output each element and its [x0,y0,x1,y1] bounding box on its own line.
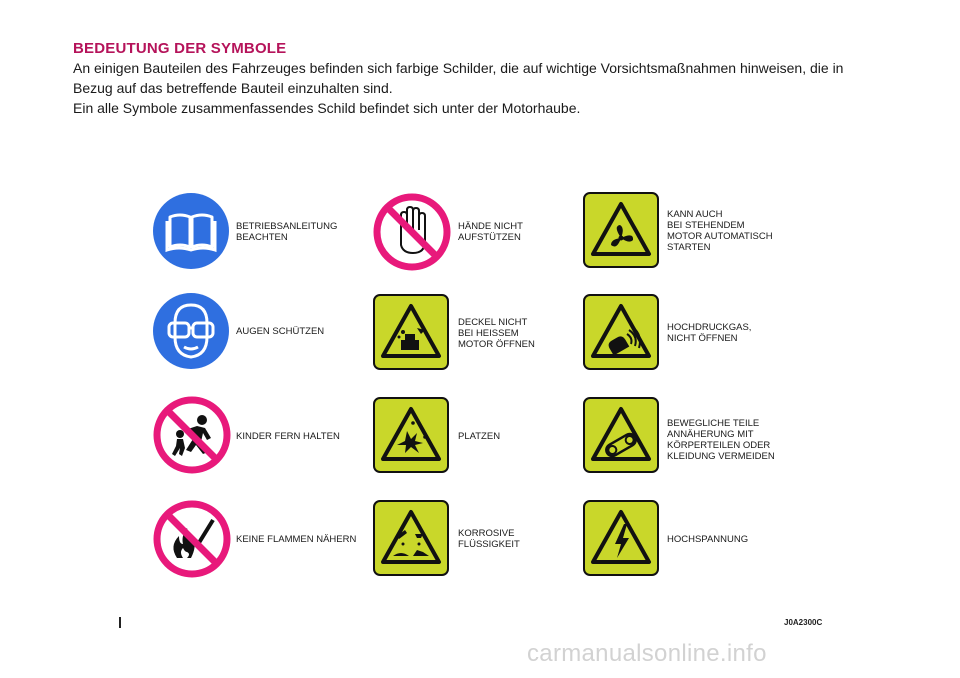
label-eyes: AUGEN SCHÜTZEN [236,326,325,337]
watermark-text: carmanualsonline.info [527,640,767,667]
label-belt: BEWEGLICHE TEILE ANNÄHERUNG MIT KÖRPERTEILEN ODER KLEIDUNG VERMEIDEN [667,418,775,462]
high-voltage-icon [583,500,659,576]
explosion-warning-icon [373,397,449,473]
label-children: KINDER FERN HALTEN [236,431,340,442]
moving-parts-icon [583,397,659,473]
label-manual: BETRIEBSANLEITUNG BEACHTEN [236,221,338,243]
label-hands: HÄNDE NICHT AUFSTÜTZEN [458,221,523,243]
label-gas: HOCHDRUCKGAS, NICHT ÖFFNEN [667,322,752,344]
image-code: J0A2300C [784,618,823,627]
page-number-marker [119,617,121,628]
label-cap: DECKEL NICHT BEI HEISSEM MOTOR ÖFFNEN [458,317,535,350]
read-manual-icon [153,193,229,269]
eye-protection-icon [153,293,229,369]
label-flames: KEINE FLAMMEN NÄHERN [236,534,357,545]
fan-warning-icon [583,192,659,268]
keep-children-away-icon [153,396,231,474]
high-pressure-gas-icon [583,294,659,370]
location-paragraph: Ein alle Symbole zusammenfassendes Schild befindet sich unter der Motorhaube. [73,100,581,116]
label-explode: PLATZEN [458,431,501,442]
hot-cap-warning-icon [373,294,449,370]
intro-paragraph: An einigen Bauteilen des Fahrzeuges befinden sich farbige Schilder, die auf wichtige Vorsichtsmaßnahmen hinweisen, die in Bezug auf das betreffende Bauteil einzuhalten sind. [73,60,844,96]
section-heading: BEDEUTUNG DER SYMBOLE [73,40,287,57]
label-voltage: HOCHSPANNUNG [667,534,749,545]
label-corrosive: KORROSIVE FLÜSSIGKEIT [458,528,520,550]
no-hands-icon [373,193,451,271]
label-fan: KANN AUCH BEI STEHENDEM MOTOR AUTOMATISCH STARTEN [667,209,773,253]
corrosive-icon [373,500,449,576]
no-open-flames-icon [153,500,231,578]
